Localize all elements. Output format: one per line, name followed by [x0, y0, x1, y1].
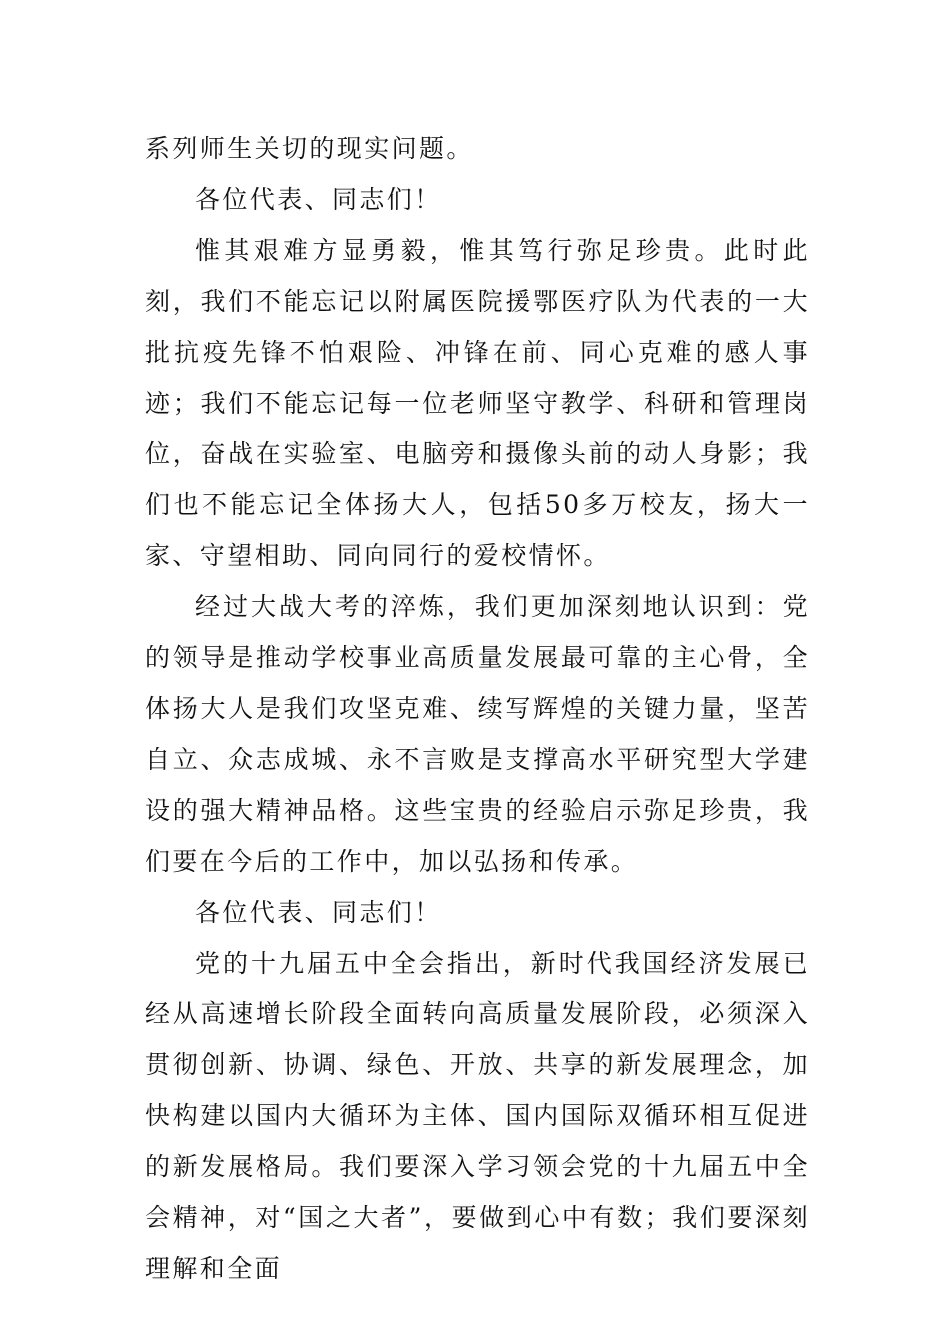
paragraph-continuation: 系列师生关切的现实问题。 — [145, 134, 474, 163]
paragraph-salutation: 各位代表、同志们！ — [195, 897, 442, 927]
paragraph-body: 党的十九届五中全会指出，新时代我国经济发展已经从高速增长阶段全面转向高质量发展阶段，必须深入贯彻创新、协调、绿色、开放、共享的新发展理念，加快构建以国内大循环为主体、国内国际双循环相互促进的新发展格局。我们要深入学习领会党的十九届五中全会精神，对“国之大者”，要做到心中有数；我们要深刻理解和全面 — [145, 948, 810, 1283]
document-body — [145, 124, 810, 1295]
paragraph-body: 经过大战大考的淬炼，我们更加深刻地认识到：党的领导是推动学校事业高质量发展最可靠的主心骨，全体扬大人是我们攻坚克难、续写辉煌的关键力量，坚苦自立、众志成城、永不言败是支撑高水平研究型大学建设的强大精神品格。这些宝贵的经验启示弥足珍贵，我们要在今后的工作中，加以弘扬和传承。 — [145, 592, 810, 876]
paragraph-salutation: 各位代表、同志们！ — [195, 184, 442, 214]
paragraph-body: 惟其艰难方显勇毅，惟其笃行弥足珍贵。此时此刻，我们不能忘记以附属医院援鄂医疗队为代表的一大批抗疫先锋不怕艰险、冲锋在前、同心克难的感人事迹；我们不能忘记每一位老师坚守教学、科研和管理岗位，奋战在实验室、电脑旁和摄像头前的动人身影；我们也不能忘记全体扬大人，包括50多万校友，扬大一家、守望相助、同向同行的爱校情怀。 — [145, 235, 810, 571]
